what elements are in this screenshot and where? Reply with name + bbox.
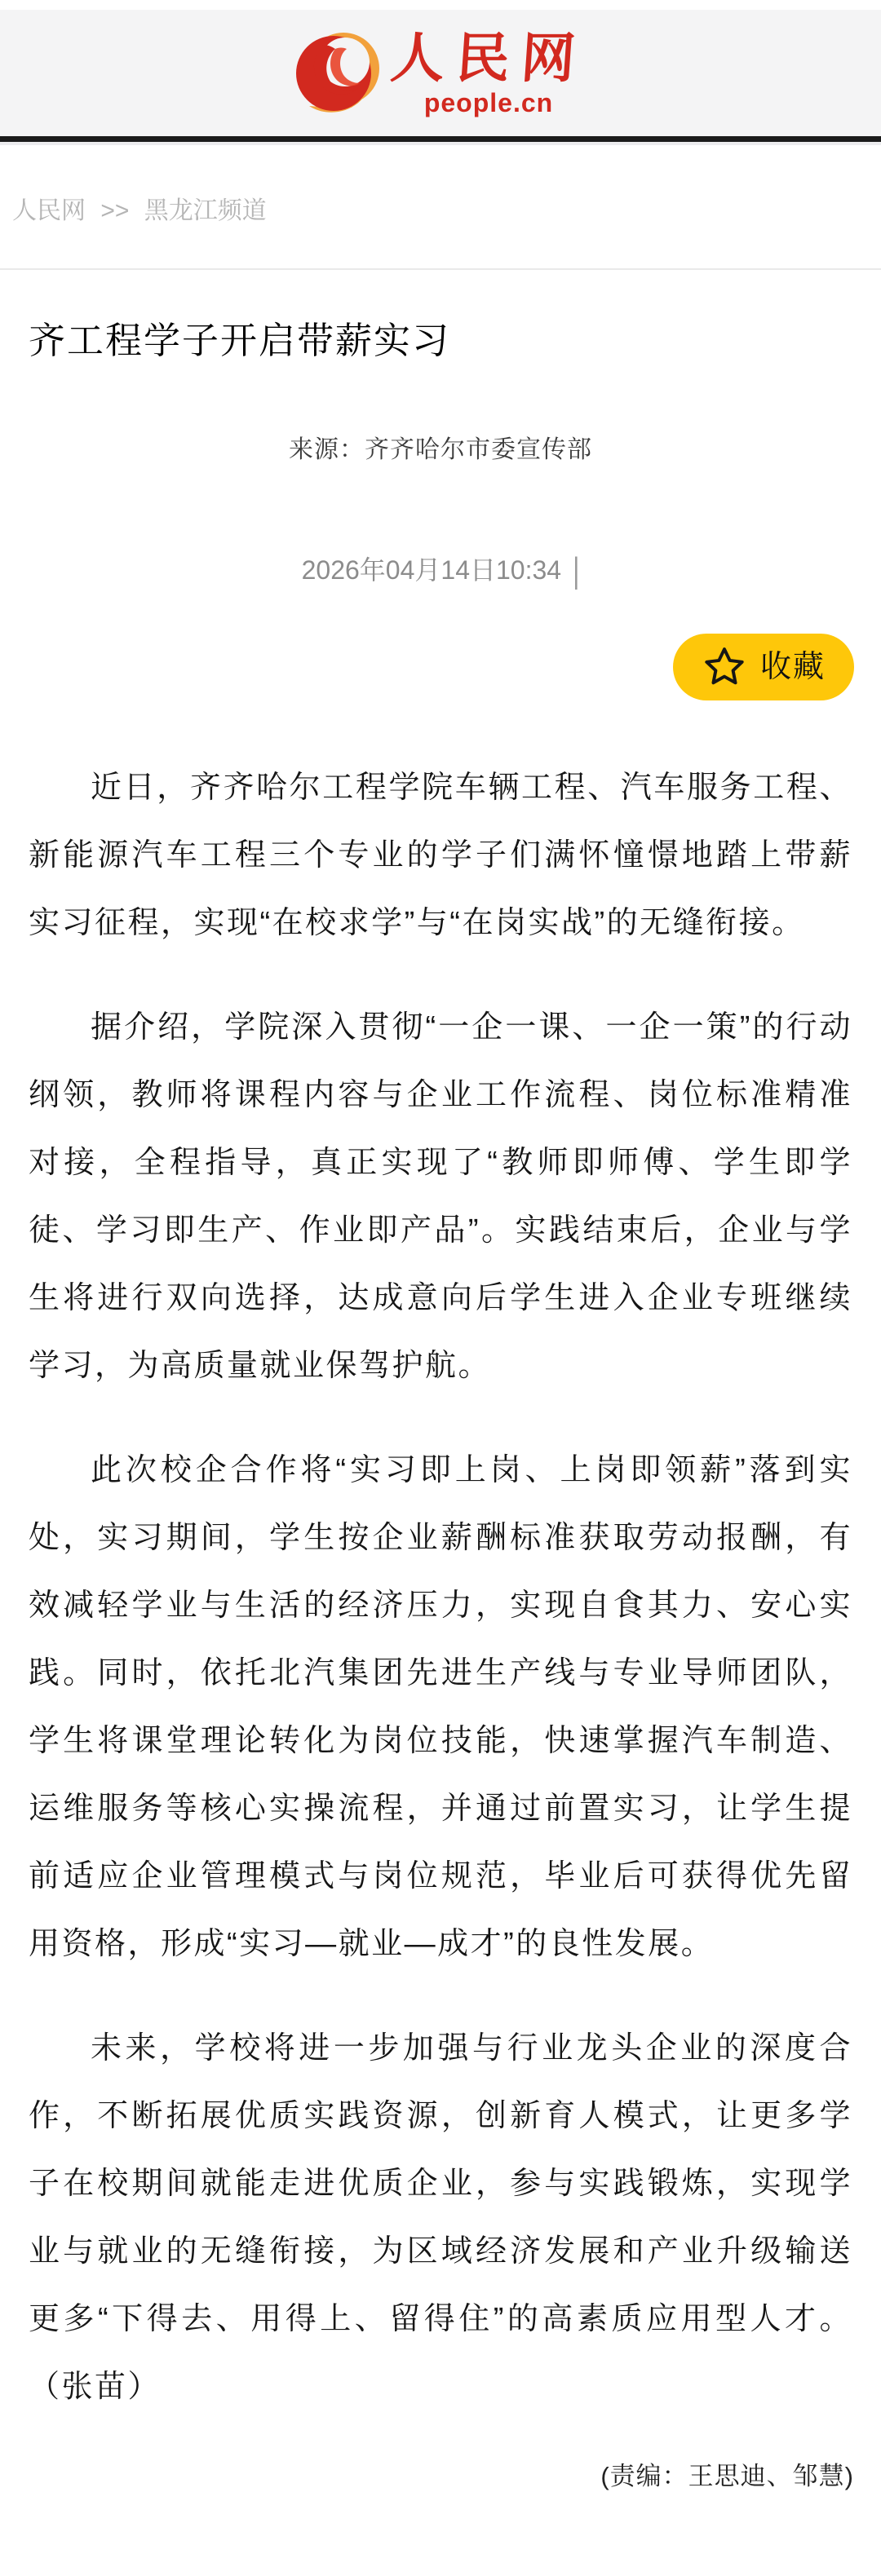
- favorite-label: 收藏: [759, 650, 826, 684]
- article-paragraph: 此次校企合作将“实习即上岗、上岗即领薪”落到实处，实习期间，学生按企业薪酬标准获取劳动报酬，有效减轻学业与生活的经济压力，实现自食其力、安心实践。同时，依托北汽集团先进生产线与专业导师团队，学生将课堂理论转化为岗位技能，快速掌握汽车制造、运维服务等核心实操流程，并通过前置实习，让学生提前适应企业管理模式与岗位规范，毕业后可获得优先留用资格，形成“实习—就业—成才”的良性发展。: [29, 1453, 852, 1961]
- star-icon: [702, 644, 747, 690]
- favorite-button[interactable]: [673, 634, 854, 700]
- breadcrumb-divider: [0, 268, 881, 270]
- article-title: 齐工程学子开启带薪实习: [29, 320, 451, 361]
- header-divider: [0, 136, 881, 142]
- top-strip: [0, 0, 881, 10]
- action-row: [0, 634, 881, 700]
- article-paragraph: 未来，学校将进一步加强与行业龙头企业的深度合作，不断拓展优质实践资源，创新育人模式，让更多学子在校期间就能走进优质企业，参与实践锻炼，实现学业与就业的无缝衔接，为区域经济发展和产业升级输送更多“下得去、用得上、留得住”的高素质应用型人才。（张苗）: [29, 2031, 852, 2404]
- people-cn-logo[interactable]: [294, 28, 587, 119]
- people-cn-globe-icon: [294, 28, 379, 119]
- breadcrumb-site-link[interactable]: 人民网: [12, 197, 86, 224]
- breadcrumb: [0, 145, 881, 268]
- article-date: 2026年04月14日10:34: [301, 555, 562, 585]
- article-paragraph: 据介绍，学院深入贯彻“一企一课、一企一策”的行动纲领，教师将课程内容与企业工作流程、岗位标准精准对接，全程指导，真正实现了“教师即师傅、学生即学徒、学习即生产、作业即产品”。实践结束后，企业与学生将进行双向选择，达成意向后学生进入企业专班继续学习，为高质量就业保驾护航。: [29, 1010, 852, 1383]
- editor-note: (责编：王思迪、邹慧): [600, 2462, 854, 2490]
- logo-cn-text: 人民网: [388, 27, 589, 88]
- date-separator: |: [573, 550, 580, 590]
- site-header: [0, 10, 881, 136]
- article-date-row: [0, 550, 881, 590]
- article-paragraph: 近日，齐齐哈尔工程学院车辆工程、汽车服务工程、新能源汽车工程三个专业的学子们满怀憧憬地踏上带薪实习征程，实现“在校求学”与“在岗实战”的无缝衔接。: [29, 771, 852, 940]
- article-source: 来源：齐齐哈尔市委宣传部: [289, 436, 592, 463]
- logo-en-text: people.cn: [423, 87, 554, 117]
- article-body: [0, 700, 881, 2421]
- breadcrumb-channel-link[interactable]: 黑龙江频道: [144, 197, 267, 224]
- breadcrumb-separator: >>: [100, 197, 130, 224]
- article: [0, 322, 881, 2493]
- logo-text: [388, 27, 589, 117]
